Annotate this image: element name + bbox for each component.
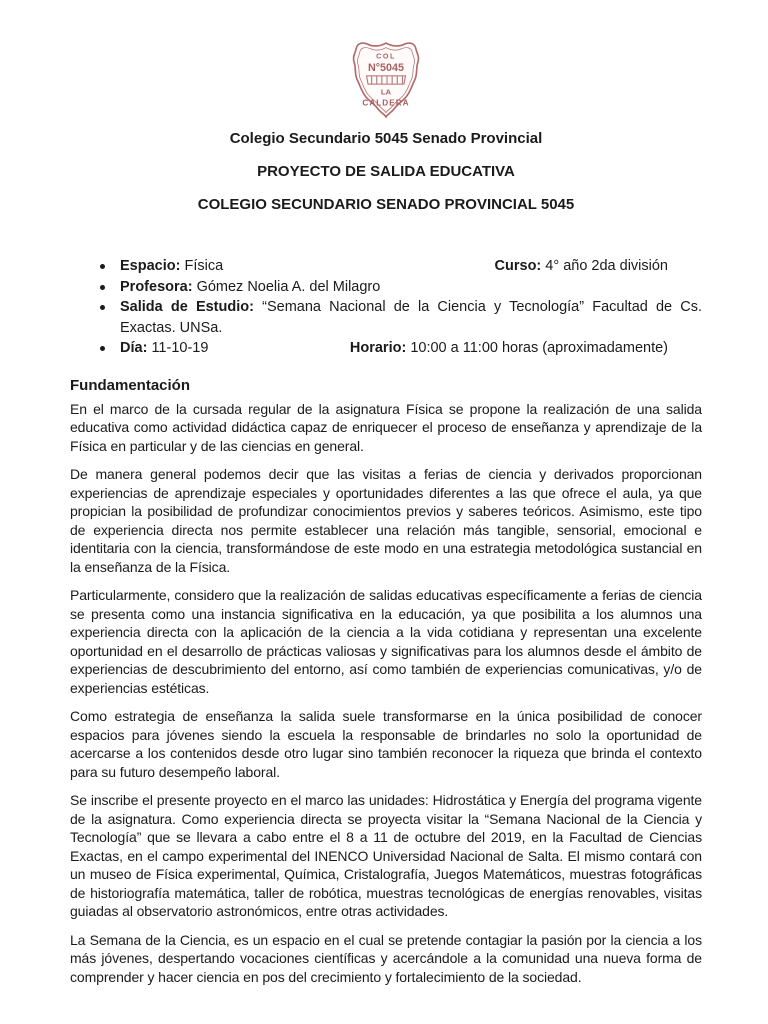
paragraph: Como estrategia de enseñanza la salida suele transformarse en la única posibilidad de conocer espacios para jóvenes siendo la escuela la responsable de brindarles no solo la oportunidad de acercarse a los contenidos desde otro lugar sino también reconocer la riqueza que brinda el contexto para su futuro desempeño laboral. [70,708,702,780]
paragraph: Se inscribe el presente proyecto en el marco las unidades: Hidrostática y Energía del programa vigente de la asignatura. Como experiencia directa se proyecta visitar la “Semana Nacional de la Ciencia y Tecnología” que se llevara a cabo entre el 8 a 11 de octubre del 2019, en la Facultad de Ciencias Exactas, en el campo experimental del INENCO Universidad Nacional de Salta. El mismo contará con un museo de Física experimental, Química, Cristalografía, Juegos Matemáticos, muestras fotográficas de historiografía matemática, taller de robótica, muestras tecnológicas de energías renovables, visitas guiadas al observatorio astronómicos, entre otras actividades. [70,792,702,919]
paragraph: La Semana de la Ciencia, es un espacio en el cual se pretende contagiar la pasión por la ciencia a los más jóvenes, despertando vocaciones científicas y acercándole a la comunidad una nueva forma de comprender y hacer ciencia en pos del crecimiento y fortalecimiento de la sociedad. [70,931,702,985]
horario-label: Horario: [349,340,407,356]
espacio-value: Física [184,258,224,274]
detail-row-profesora [70,277,702,298]
curso-label: Curso: [494,258,542,274]
school-name: Colegio Secundario 5045 Senado Provincial [229,130,543,147]
details-list [70,256,702,359]
salida-label: Salida de Estudio: [120,299,254,315]
paragraph: De manera general podemos decir que las visitas a ferias de ciencia y derivados proporcionan experiencias de aprendizaje especiales y oportunidades diferentes a las que ofrece el aula, ya que propician la posibilidad de profundizar conocimientos previos y saberes teóricos. Asimismo, este tipo de experiencia directa nos permite establecer una relación más tangible, sensorial, emocional e identitaria con la ciencia, transformándose de este modo en una estrategia metodológica sustancial en la enseñanza de la Física. [70,466,702,575]
detail-right [350,338,668,359]
detail-row-dia [70,338,702,359]
svg-text:CALDERA: CALDERA [362,98,410,108]
svg-text:N°5045: N°5045 [368,61,404,74]
espacio-label: Espacio: [120,258,181,274]
detail-right [495,256,668,277]
section-heading-fundamentacion: Fundamentación [70,376,191,394]
detail-left [120,338,208,359]
svg-text:COL: COL [376,52,396,61]
detail-row-espacio [70,256,702,277]
detail-left [120,256,223,277]
school-crest-icon [345,40,427,120]
school-crest [70,40,702,120]
document-subtitle: COLEGIO SECUNDARIO SENADO PROVINCIAL 5045 [197,196,575,213]
curso-value: 4° año 2da división [545,258,668,274]
salida-value: “Semana Nacional de la Ciencia y Tecnología” Facultad de Cs. Exactas. UNSa. [120,299,703,336]
horario-value: 10:00 a 11:00 horas (aproximadamente) [410,340,668,356]
detail-row-salida [70,297,702,338]
profesora-value: Gómez Noelia A. del Milagro [196,278,381,295]
dia-value: 11-10-19 [151,340,209,356]
profesora-label: Profesora: [120,278,193,295]
dia-label: Día: [120,340,148,356]
document-title: PROYECTO DE SALIDA EDUCATIVA [257,163,515,180]
paragraph: Particularmente, considero que la realización de salidas educativas específicamente a ferias de ciencia se presenta como una instancia significativa en la educación, ya que posibilita a los alumnos una experiencia directa con la aplicación de la ciencia a la vida cotidiana y representan una excelente oportunidad en el desarrollo de prácticas valiosas y significativas para los alumnos desde el ámbito de experiencias de descubrimiento del entorno, así como también de experiencias comunicativas, y/o de experiencias estéticas. [70,587,702,696]
svg-text:LA: LA [380,87,392,97]
paragraph: En el marco de la cursada regular de la asignatura Física se propone la realización de una salida educativa como actividad didáctica capaz de enriquecer el proceso de enseñanza y aprendizaje de la Física en particular y de las ciencias en general. [70,400,702,454]
